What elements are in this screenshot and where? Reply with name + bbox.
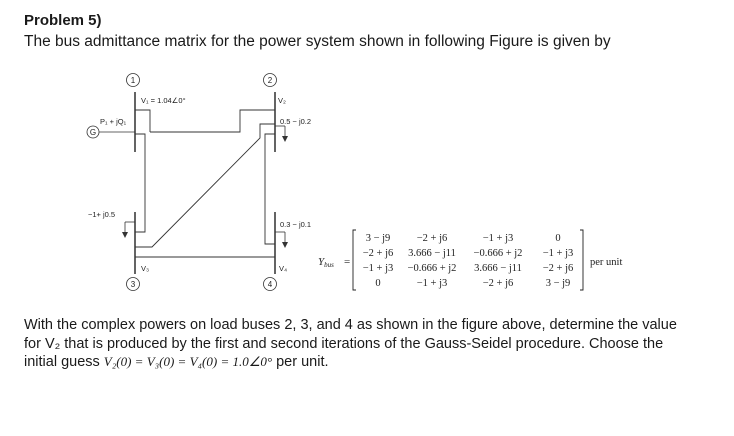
matrix-cell: −1 + j3 [362, 263, 394, 274]
load-arrow-bus4 [275, 232, 288, 248]
generator-power-label: P₁ + jQ₁ [100, 117, 127, 126]
question-line-3-suffix: per unit. [276, 354, 329, 370]
matrix-cells [363, 233, 574, 289]
matrix-cell: −2 + j6 [542, 263, 574, 274]
power-system-diagram [80, 72, 312, 297]
bus4-voltage-label: V₄ [279, 264, 288, 273]
question-line-2: for V₂ that is produced by the first and second iterations of the Gauss-Seidel procedure. Choose the [24, 335, 664, 352]
bus4-load-label: 0.3 − j0.1 [280, 220, 312, 229]
question-paragraph [24, 316, 714, 372]
svg-text:2: 2 [267, 76, 273, 85]
ybus-equals: = [344, 256, 351, 268]
bus-number-2 [264, 74, 277, 87]
bus-number-3 [127, 278, 140, 291]
ybus-matrix [318, 226, 628, 294]
matrix-cell: −0.666 + j2 [407, 263, 457, 274]
svg-text:3: 3 [130, 280, 136, 289]
bus-number-4 [264, 278, 277, 291]
matrix-cell: −1 + j3 [542, 248, 574, 259]
matrix-cell: −2 + j6 [362, 248, 394, 259]
bus1-voltage-label: V₁ = 1.04∠0° [141, 96, 186, 105]
matrix-cell: −0.666 + j2 [473, 248, 523, 259]
svg-text:1: 1 [130, 76, 136, 85]
bus3-voltage-label: V₃ [141, 264, 150, 273]
load-arrow-bus2 [275, 126, 288, 142]
bus2-voltage-label: V₂ [278, 96, 286, 105]
generator-symbol [87, 126, 135, 138]
load-arrow-bus3 [122, 222, 135, 238]
matrix-left-bracket [353, 230, 356, 290]
question-line-3-prefix: initial guess [24, 354, 100, 370]
question-line-1: With the complex powers on load buses 2, 3, and 4 as shown in the figure above, determine the value [24, 317, 677, 333]
matrix-cell: −2 + j6 [482, 278, 514, 289]
matrix-cell: 3.666 − j11 [408, 248, 456, 259]
matrix-cell: 0 [555, 233, 561, 244]
bus-number-1 [127, 74, 140, 87]
matrix-cell: 3.666 − j11 [474, 263, 522, 274]
matrix-right-bracket [580, 230, 583, 290]
matrix-cell: −1 + j3 [482, 233, 514, 244]
matrix-cell: 3 − j9 [545, 278, 571, 289]
matrix-cell: 0 [375, 278, 381, 289]
svg-text:4: 4 [267, 280, 273, 289]
bus3-load-label: −1+ j0.5 [88, 210, 116, 219]
problem-title: Problem 5) [24, 12, 102, 29]
transmission-lines [135, 110, 275, 257]
matrix-cell: 3 − j9 [365, 233, 391, 244]
bus2-load-label: 0.5 − j0.2 [280, 117, 312, 126]
initial-guess-formula: V₂(0) = V₃(0) = V₄(0) = 1.0∠0° [103, 354, 273, 369]
problem-intro: The bus admittance matrix for the power system shown in following Figure is given by [24, 33, 611, 50]
matrix-cell: −2 + j6 [416, 233, 448, 244]
matrix-unit: per unit [590, 257, 623, 268]
ybus-label: Ybus [318, 256, 334, 269]
matrix-cell: −1 + j3 [416, 278, 448, 289]
svg-text:G: G [89, 128, 97, 137]
